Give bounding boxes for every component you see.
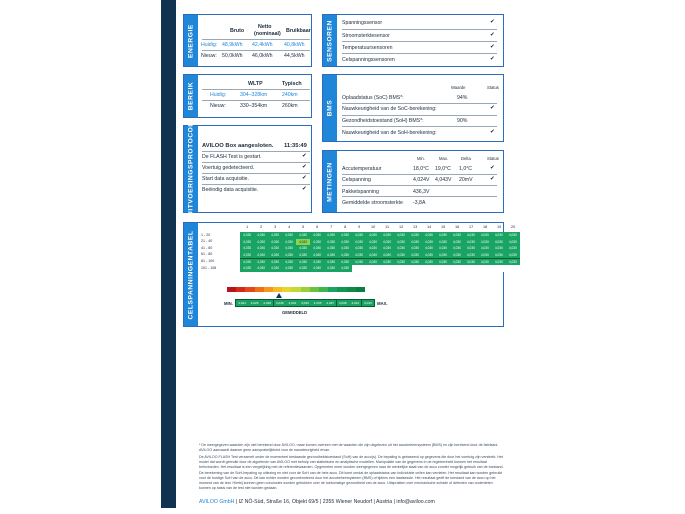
scale-segment (319, 287, 328, 292)
scale-segment (227, 287, 236, 292)
check-icon: ✔ (302, 175, 307, 181)
metingen-title: METINGEN (326, 161, 334, 202)
heatmap-row-header: 21 - 40 (201, 239, 213, 244)
heatmap-cell: 4,030 (352, 239, 366, 245)
heatmap-column-header: 8 (344, 225, 347, 229)
heatmap-column-header: 10 (371, 225, 376, 229)
heatmap-cell: 4,030 (338, 265, 352, 271)
heatmap-cell: 4,030 (268, 259, 282, 265)
heatmap-cell: 4,030 (324, 232, 338, 238)
heatmap-cell: 4,030 (310, 259, 324, 265)
protocol-divider (202, 162, 310, 163)
bms-divider (342, 115, 497, 116)
heatmap-cell: 4,030 (380, 259, 394, 265)
energie-nieuw-netto: 46,0kWh (252, 53, 273, 59)
protocol-item-2: Start data acquisitie. (202, 176, 250, 182)
metingen-r2-max: 4,043V (435, 177, 452, 183)
footer-email[interactable]: info@aviloo.com (396, 499, 435, 505)
heatmap-empty-cell (408, 265, 422, 271)
cell-voltage-heatmap (240, 232, 520, 272)
bms-row1-value: 94% (457, 95, 468, 101)
protocol-item-3: Beëindig data acquisitie. (202, 187, 259, 193)
heatmap-column-header: 7 (330, 225, 333, 229)
heatmap-cell: 4,030 (324, 259, 338, 265)
heatmap-row-header: 101 - 108 (201, 265, 217, 270)
protocol-title: UITVOERINGSPROTOCOL (187, 121, 195, 217)
check-icon: ✔ (490, 129, 495, 135)
heatmap-cell: 4,030 (268, 265, 282, 271)
heatmap-row-header: 41 - 60 (201, 245, 213, 250)
metingen-r3-value: 436,3V (413, 189, 430, 195)
heatmap-cell: 4,030 (254, 232, 268, 238)
check-icon: ✔ (490, 19, 495, 25)
heatmap-cell: 4,030 (310, 252, 324, 258)
metingen-r1-min: 18,0°C (413, 166, 429, 172)
heatmap-cell: 4,030 (310, 245, 324, 251)
heatmap-cell: 4,030 (478, 245, 492, 251)
sensoren-title-bar (323, 15, 337, 66)
heatmap-cell: 4,030 (408, 252, 422, 258)
heatmap-cell: 4,030 (436, 252, 450, 258)
heatmap-empty-cell (478, 265, 492, 271)
heatmap-empty-cell (492, 265, 506, 271)
footer: AVILOO GmbH | IZ NÖ-Süd, Straße 16, Objekt 69/5 | 2355 Wiener Neudorf | Austria | info@aviloo.com (199, 499, 435, 505)
heatmap-empty-cell (394, 265, 408, 271)
check-icon: ✔ (302, 186, 307, 192)
heatmap-column-header: 6 (316, 225, 319, 229)
check-icon: ✔ (490, 176, 495, 182)
heatmap-cell: 4,030 (422, 259, 436, 265)
heatmap-empty-cell (436, 265, 450, 271)
heatmap-cell: 4,030 (408, 232, 422, 238)
heatmap-cell: 4,030 (268, 245, 282, 251)
heatmap-cell: 4,030 (436, 232, 450, 238)
heatmap-cell: 4,043 (296, 239, 310, 245)
metingen-r1-label: Accutemperatuur (342, 166, 382, 172)
bereik-divider (202, 89, 310, 90)
footnote-paragraph-1: De AVILOO FLASH Test verzamelt onder de momenteel bestaande gezondheidstoestand (SoH) van de accu(s). De bepaling is gebaseerd op gegevens die door het voertuig zijn verstrekt. Het model dat wordt gebruikt door de algoritmen van AVILOO met behulp van statistische en analytische modellen. Manipulatie van de gegevens in de regeleenheid kunnen het resultaat beïnvloeden. Het resultaat is een vergelijking met de referentiewaarden. Opgemeten meer worden weergegeven naar de werkelijke staat van de accu zonder mogelijk gebruik van de toestand. (199, 454, 504, 469)
check-icon: ✔ (490, 44, 495, 50)
energie-title: ENERGIE (187, 23, 195, 58)
celspanning-card (183, 222, 517, 327)
heatmap-empty-cell (464, 265, 478, 271)
minmax-cell: 4,026 (248, 300, 260, 306)
heatmap-empty-cell (422, 265, 436, 271)
heatmap-cell: 4,030 (338, 239, 352, 245)
metingen-r4-label: Gemiddelde stroomsterkte (342, 200, 403, 206)
heatmap-cell: 4,030 (506, 259, 520, 265)
bms-title-bar (323, 75, 337, 141)
scale-segment (337, 287, 346, 292)
heatmap-cell: 4,030 (394, 239, 408, 245)
metingen-col-delta: Delta (461, 156, 471, 161)
protocol-header: AVILOO Box aangesloten. (202, 143, 274, 149)
heatmap-cell: 4,030 (422, 245, 436, 251)
minmax-cell: 4,035 (311, 300, 323, 306)
heatmap-cell: 4,030 (408, 259, 422, 265)
min-label: MIN. (224, 300, 233, 306)
scale-segment (291, 287, 300, 292)
heatmap-column-header: 11 (385, 225, 390, 229)
heatmap-cell: 4,030 (478, 259, 492, 265)
heatmap-cell: 4,030 (352, 245, 366, 251)
heatmap-cell: 4,030 (366, 245, 380, 251)
metingen-col-min: Min. (417, 156, 425, 161)
heatmap-cell: 4,030 (268, 239, 282, 245)
heatmap-column-header: 9 (358, 225, 361, 229)
protocol-item-0: De FLASH Test is gestart. (202, 154, 262, 160)
heatmap-cell: 4,030 (296, 252, 310, 258)
energie-huidig-bruto: 48,9kWh (222, 42, 243, 48)
footnote (199, 443, 505, 493)
bereik-nieuw-wltp: 330–354km (240, 103, 268, 109)
bereik-col-wltp: WLTP (248, 81, 263, 87)
sensoren-card (322, 14, 504, 67)
bms-divider (342, 103, 497, 104)
heatmap-cell: 4,030 (506, 252, 520, 258)
heatmap-column-header: 16 (455, 225, 460, 229)
heatmap-cell: 4,030 (296, 232, 310, 238)
heatmap-cell: 4,030 (324, 239, 338, 245)
bereik-nieuw-typisch: 260km (282, 103, 298, 109)
sensor-divider (342, 29, 497, 30)
sensor-divider (342, 53, 497, 54)
heatmap-cell: 4,030 (394, 259, 408, 265)
heatmap-cell: 4,030 (478, 232, 492, 238)
heatmap-cell: 4,030 (408, 245, 422, 251)
max-label: MAX. (377, 300, 388, 306)
metingen-r1-max: 19,0°C (435, 166, 451, 172)
check-icon: ✔ (490, 32, 495, 38)
energie-divider (202, 39, 310, 40)
heatmap-cell: 4,030 (282, 265, 296, 271)
heatmap-row-header: 81 - 100 (201, 258, 215, 263)
heatmap-cell: 4,030 (506, 239, 520, 245)
footer-city: 2355 Wiener Neudorf (322, 499, 373, 505)
heatmap-cell: 4,030 (450, 232, 464, 238)
footer-address: IZ NÖ-Süd, Straße 16, Objekt 69/5 (238, 499, 319, 505)
heatmap-cell: 4,030 (464, 245, 478, 251)
minmax-cells (235, 299, 375, 307)
heatmap-cell: 4,030 (450, 245, 464, 251)
metingen-r2-delta: 20mV (459, 177, 473, 183)
heatmap-cell: 4,030 (422, 232, 436, 238)
scale-segment (264, 287, 273, 292)
sensor-item-1: Stroomsterktesensor (342, 33, 390, 39)
bereik-title: BEREIK (187, 81, 195, 111)
protocol-time: 11:35:49 (284, 143, 307, 149)
scale-segment (347, 287, 356, 292)
heatmap-cell: 4,030 (464, 259, 478, 265)
minmax-cell: 4,028 (261, 300, 273, 306)
heatmap-cell: 4,030 (282, 239, 296, 245)
scale-segment (328, 287, 337, 292)
heatmap-cell: 4,030 (324, 252, 338, 258)
heatmap-cell: 4,030 (352, 259, 366, 265)
heatmap-cell: 4,030 (240, 259, 254, 265)
sensor-item-0: Spanningssensor (342, 20, 383, 26)
heatmap-row-header: 61 - 80 (201, 252, 213, 257)
metingen-r2-label: Celspanning (342, 177, 371, 183)
footer-company: AVILOO GmbH (199, 499, 235, 505)
heatmap-cell: 4,030 (436, 245, 450, 251)
check-icon: ✔ (490, 165, 495, 171)
bms-title: BMS (326, 99, 334, 117)
metingen-divider (342, 174, 497, 175)
heatmap-cell: 4,030 (394, 252, 408, 258)
energie-huidig-netto: 42,4kWh (252, 42, 273, 48)
check-icon: ✔ (302, 164, 307, 170)
footnote-paragraph-2: De berekening van de SoH-bepaling op uitlezing en niet voor de SoH van de hele accu. Dit komt omdat de oplaadstatus van individuele cellen kan verdelen. Het resultaat kan worden gebruikt voor de huidige SoH van de accu. Dit kan echter worden geconfronteerd door het accubeheersysteem (BMS) of tijdens een laadsessie. Het resultaat geeft de toestand van de accu op het moment van de test. Hierbij kunnen geen conclusies worden getrokken over de toekomstige gezondheid van de accu. Uitsprakten over mechanische schade of defecten van onderdelen kunnen op basis van de test niet worden gedaan. (199, 471, 503, 490)
heatmap-cell: 4,030 (492, 245, 506, 251)
bms-row2-label: Nauwkeurigheid van de SoC-berekening: (342, 106, 437, 112)
heatmap-column-header: 17 (469, 225, 474, 229)
energie-col-netto: Netto (258, 24, 272, 30)
sensoren-title: SENSOREN (326, 19, 334, 62)
heatmap-cell: 4,030 (464, 232, 478, 238)
heatmap-cell: 4,030 (254, 239, 268, 245)
heatmap-cell: 4,030 (282, 252, 296, 258)
heatmap-cell: 4,030 (492, 232, 506, 238)
heatmap-cell: 4,030 (338, 259, 352, 265)
check-icon: ✔ (302, 153, 307, 159)
heatmap-cell: 4,030 (464, 252, 478, 258)
heatmap-column-header: 15 (441, 225, 446, 229)
heatmap-column-header: 1 (246, 225, 249, 229)
heatmap-cell: 4,030 (310, 239, 324, 245)
heatmap-cell: 4,030 (254, 252, 268, 258)
bms-col-waarde: Waarde (451, 85, 466, 90)
minmax-cell: 4,037 (324, 300, 336, 306)
bms-row3-value: 90% (457, 118, 468, 124)
bereik-huidig-typisch: 240km (282, 92, 298, 98)
bereik-title-bar (184, 75, 198, 117)
scale-segment (310, 287, 319, 292)
bereik-nieuw-label: Nieuw: (210, 103, 226, 109)
scale-segment (245, 287, 254, 292)
heatmap-cell: 4,030 (422, 252, 436, 258)
protocol-divider (202, 151, 310, 152)
metingen-divider (342, 196, 497, 197)
heatmap-cell: 4,030 (380, 245, 394, 251)
footnote-paragraph-0: * De weergegeven waarden zijn niet berekend door AVILOO, maar komen overeen met de waarden die zijn uitgelezen uit het accubeheersysteem (BMS) en zijn berekend door de fabrikant. AVILOO aanvaardt daarom geen aansprakelijkheid voor de nauwkeurigheid ervan. (199, 443, 499, 452)
heatmap-cell: 4,030 (324, 265, 338, 271)
celspanning-title: CELSPANNINGENTABEL (187, 230, 195, 319)
protocol-title-bar (184, 121, 198, 217)
heatmap-cell: 4,030 (394, 232, 408, 238)
minmax-cell: 4,031 (286, 300, 298, 306)
protocol-card (183, 121, 312, 217)
heatmap-cell: 4,030 (436, 239, 450, 245)
protocol-item-1: Voertuig gedetecteerd. (202, 165, 255, 171)
bereik-divider-2 (202, 100, 310, 101)
bereik-card (183, 74, 312, 118)
metingen-r3-label: Pakketspanning (342, 189, 379, 195)
heatmap-cell: 4,030 (338, 252, 352, 258)
heatmap-cell: 4,030 (268, 252, 282, 258)
heatmap-cell: 4,030 (394, 245, 408, 251)
metingen-r1-delta: 1,0°C (459, 166, 473, 172)
sensor-divider (342, 41, 497, 42)
heatmap-cell: 4,030 (338, 245, 352, 251)
heatmap-column-header: 13 (413, 225, 418, 229)
sensor-item-2: Temperatuursensoren (342, 45, 393, 51)
metingen-col-status: Status (487, 156, 499, 161)
energie-col-netto-sub: (nominaal) (254, 31, 281, 37)
heatmap-column-header: 14 (427, 225, 432, 229)
heatmap-cell: 4,030 (380, 232, 394, 238)
heatmap-cell: 4,030 (422, 239, 436, 245)
average-marker-icon (276, 293, 282, 298)
heatmap-cell: 4,030 (338, 232, 352, 238)
check-icon: ✔ (490, 105, 495, 111)
heatmap-cell: 4,030 (492, 259, 506, 265)
minmax-cell: 4,039 (337, 300, 349, 306)
heatmap-cell: 4,030 (506, 232, 520, 238)
heatmap-cell: 4,030 (366, 252, 380, 258)
protocol-divider (202, 184, 310, 185)
heatmap-cell: 4,030 (408, 239, 422, 245)
footer-country: Austria (376, 499, 393, 505)
heatmap-cell: 4,030 (450, 259, 464, 265)
energie-col-bruikbaar: Bruikbaar (286, 28, 311, 34)
heatmap-row-header: 1 - 20 (201, 232, 211, 237)
minmax-row (224, 299, 388, 307)
gemiddeld-label: GEMIDDELD (282, 310, 308, 315)
celspanning-body (198, 223, 517, 326)
bms-col-status: Status (487, 85, 499, 90)
protocol-divider (202, 173, 310, 174)
heatmap-cell: 4,030 (310, 232, 324, 238)
energie-nieuw-bruto: 50,0kWh (222, 53, 243, 59)
heatmap-cell: 4,030 (240, 245, 254, 251)
energie-divider-2 (202, 50, 310, 51)
heatmap-cell: 4,030 (268, 232, 282, 238)
minmax-cell: 4,033 (299, 300, 311, 306)
heatmap-cell: 4,030 (282, 232, 296, 238)
bereik-col-typisch: Typisch (282, 81, 302, 87)
heatmap-column-header: 3 (274, 225, 277, 229)
metingen-divider (342, 185, 497, 186)
bereik-huidig-label: Huidig: (210, 92, 227, 98)
heatmap-cell: 4,030 (366, 239, 380, 245)
heatmap-cell: 4,030 (240, 265, 254, 271)
heatmap-column-header: 5 (302, 225, 305, 229)
energie-huidig-bruikbaar: 40,8kWh (284, 42, 305, 48)
metingen-card (322, 150, 504, 213)
bms-row4-label: Nauwkeurigheid van de SoH-berekening: (342, 130, 437, 136)
heatmap-cell: 4,030 (506, 245, 520, 251)
energie-col-bruto: Bruto (230, 28, 245, 34)
heatmap-cell: 4,030 (282, 245, 296, 251)
left-sidebar-band (161, 0, 176, 508)
heatmap-cell: 4,030 (450, 239, 464, 245)
bereik-huidig-wltp: 304–328km (240, 92, 268, 98)
heatmap-column-header: 12 (399, 225, 404, 229)
scale-segment (236, 287, 245, 292)
heatmap-cell: 4,030 (254, 259, 268, 265)
energie-nieuw-bruikbaar: 44,5kWh (284, 53, 305, 59)
heatmap-cell: 4,030 (296, 265, 310, 271)
scale-segment (255, 287, 264, 292)
bms-row3-label: Gezondheidstoestand (SoH) BMS*: (342, 118, 424, 124)
heatmap-cell: 4,030 (296, 259, 310, 265)
minmax-cell: 4,041 (349, 300, 361, 306)
heatmap-cell: 4,030 (380, 252, 394, 258)
heatmap-cell: 4,030 (324, 245, 338, 251)
metingen-title-bar (323, 151, 337, 212)
heatmap-cell: 4,030 (310, 265, 324, 271)
heatmap-cell: 4,030 (436, 259, 450, 265)
heatmap-column-header: 20 (511, 225, 516, 229)
heatmap-cell: 4,030 (366, 232, 380, 238)
heatmap-column-header: 2 (260, 225, 263, 229)
bms-divider (342, 126, 497, 127)
celspanning-title-bar (184, 223, 198, 326)
heatmap-cell: 4,030 (254, 245, 268, 251)
heatmap-empty-cell (366, 265, 380, 271)
heatmap-cell: 4,030 (352, 252, 366, 258)
heatmap-empty-cell (352, 265, 366, 271)
minmax-cell: 4,030 (274, 300, 286, 306)
energie-card (183, 14, 312, 67)
scale-segment (356, 287, 365, 292)
energie-title-bar (184, 15, 198, 66)
heatmap-cell: 4,030 (478, 252, 492, 258)
heatmap-cell: 4,030 (366, 259, 380, 265)
heatmap-cell: 4,030 (492, 252, 506, 258)
metingen-col-max: Max. (439, 156, 449, 161)
energie-huidig-label: Huidig: (201, 42, 218, 48)
heatmap-cell: 4,030 (240, 232, 254, 238)
metingen-r4-value: -3,8A (413, 200, 426, 206)
minmax-cell: 4,043 (362, 300, 374, 306)
heatmap-cell: 4,030 (254, 265, 268, 271)
heatmap-empty-cell (506, 265, 520, 271)
heatmap-cell: 4,030 (450, 252, 464, 258)
heatmap-cell: 4,030 (296, 245, 310, 251)
scale-segment (301, 287, 310, 292)
heatmap-empty-cell (380, 265, 394, 271)
metingen-r2-min: 4,024V (413, 177, 430, 183)
energie-nieuw-label: Nieuw: (201, 53, 217, 59)
heatmap-cell: 4,030 (478, 239, 492, 245)
scale-segment (273, 287, 282, 292)
heatmap-empty-cell (450, 265, 464, 271)
heatmap-cell: 4,030 (240, 252, 254, 258)
sensor-item-3: Celspanningssensoren (342, 57, 395, 63)
scale-segment (282, 287, 291, 292)
heatmap-cell: 4,030 (282, 259, 296, 265)
heatmap-column-header: 19 (497, 225, 502, 229)
minmax-cell: 4,024 (236, 300, 248, 306)
heatmap-cell: 4,030 (380, 239, 394, 245)
check-icon: ✔ (490, 56, 495, 62)
heatmap-column-header: 18 (483, 225, 488, 229)
heatmap-cell: 4,030 (464, 239, 478, 245)
heatmap-column-header: 4 (288, 225, 291, 229)
bms-row1-label: Oplaadstatus (SoC) BMS*: (342, 95, 404, 101)
heatmap-cell: 4,030 (492, 239, 506, 245)
voltage-color-scale (227, 287, 365, 292)
heatmap-cell: 4,030 (352, 232, 366, 238)
heatmap-cell: 4,030 (240, 239, 254, 245)
bms-card (322, 74, 504, 142)
